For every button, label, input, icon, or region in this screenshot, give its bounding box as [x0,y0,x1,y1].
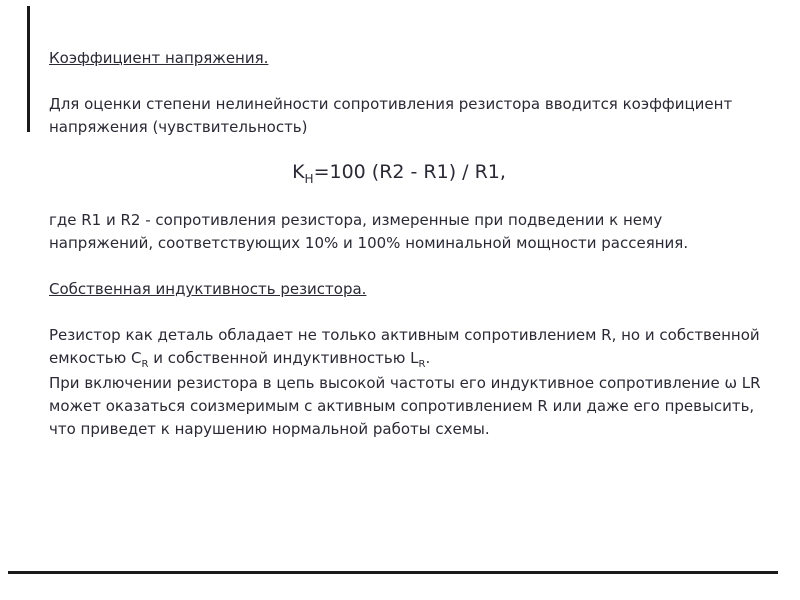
capacitance-subscript: R [141,359,149,370]
slide-content [49,47,769,441]
paragraph-resistor [49,324,769,372]
paragraph-resistor-part3: . [425,349,431,367]
paragraph-resistor-part2: и собственной индуктивностью L [148,349,419,367]
paragraph-intro: Для оценки степени нелинейности сопротивления резистора вводится коэффициент напряжения (чувствительность) [49,95,733,136]
formula-symbol: K [292,161,305,183]
paragraph-resistor-part1: Резистор как деталь обладает не только активным сопротивлением R, но и собственной емкостью C [49,326,760,367]
formula-subscript: H [304,172,314,186]
inductance-subscript: R [418,359,426,370]
vertical-accent-line [27,6,30,132]
heading-voltage-coefficient: Коэффициент напряжения. [49,49,269,67]
formula [49,159,769,187]
formula-expression: =100 (R2 - R1) / R1, [313,161,506,183]
horizontal-footer-line [8,571,778,574]
paragraph-definition: где R1 и R2 - сопротивления резистора, измеренные при подведении к нему напряжений, соответствующих 10% и 100% номинальной мощности рассеяния. [49,211,689,252]
paragraph-high-frequency: При включении резистора в цепь высокой частоты его индуктивное сопротивление ω LR может оказаться соизмеримым с активным сопротивлением R или даже его превысить, что приведет к нарушению нормальной работы схемы. [49,374,761,438]
heading-inductance: Собственная индуктивность резистора. [49,280,367,298]
